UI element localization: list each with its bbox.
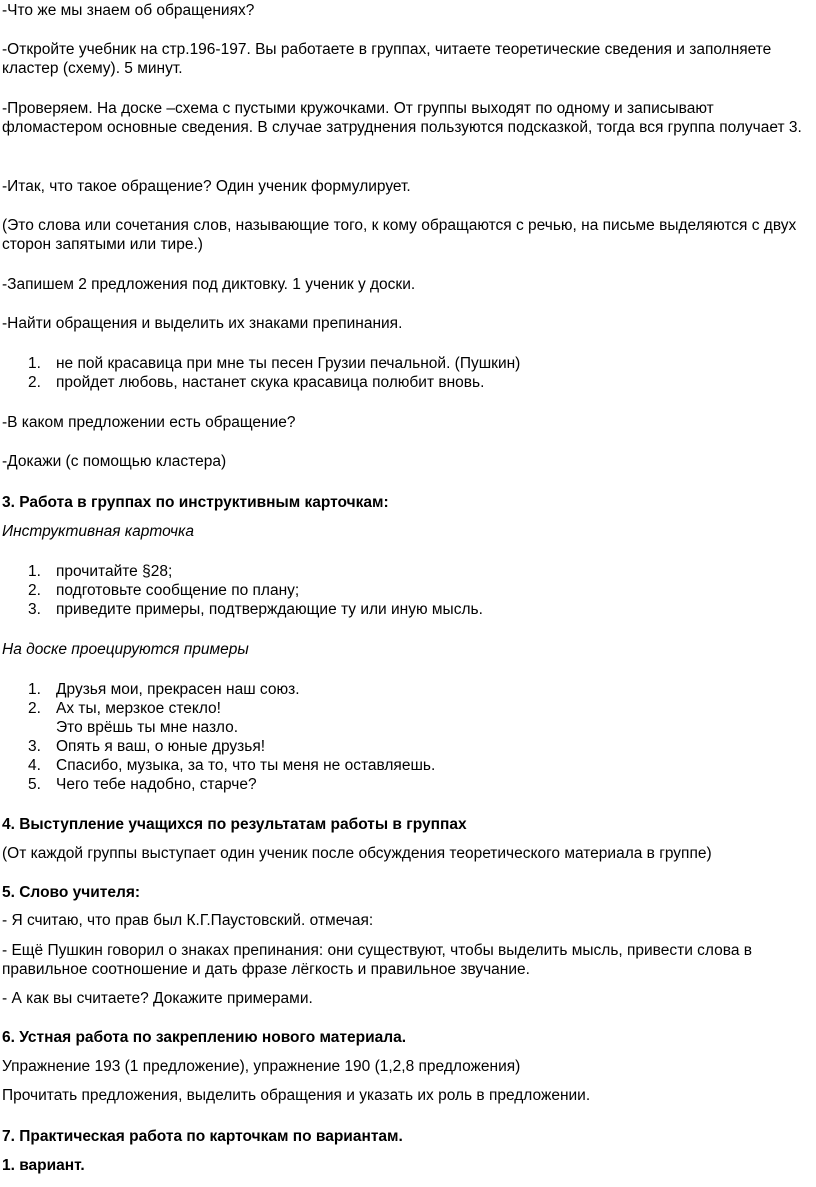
paragraph: -Итак, что такое обращение? Один ученик формулирует. bbox=[2, 178, 411, 195]
subheading: На доске проецируются примеры bbox=[2, 641, 249, 658]
paragraph: -Найти обращения и выделить их знаками препинания. bbox=[2, 315, 403, 332]
section-heading: 7. Практическая работа по карточкам по вариантам. bbox=[2, 1128, 403, 1145]
list-item: 3. приведите примеры, подтверждающие ту или иную мысль. bbox=[28, 601, 483, 618]
subheading: Инструктивная карточка bbox=[2, 523, 194, 540]
paragraph: -Докажи (с помощью кластера) bbox=[2, 453, 227, 470]
paragraph: - Я считаю, что прав был К.Г.Паустовский. отмечая: bbox=[2, 912, 374, 929]
list-item: 1. Друзья мои, прекрасен наш союз. bbox=[28, 681, 300, 698]
list-item: 5. Чего тебе надобно, старче? bbox=[28, 776, 257, 793]
paragraph: - Ещё Пушкин говорил о знаках препинания: они существуют, чтобы выделить мысль, привести слова в правильное соотношение и дать фразе лёгкость и правильное звучание. bbox=[2, 942, 752, 978]
paragraph: Упражнение 193 (1 предложение), упражнение 190 (1,2,8 предложения) bbox=[2, 1058, 521, 1075]
paragraph: -Запишем 2 предложения под диктовку. 1 ученик у доски. bbox=[2, 276, 416, 293]
list-item: 4. Спасибо, музыка, за то, что ты меня не оставляешь. bbox=[28, 757, 436, 774]
paragraph: -Что же мы знаем об обращениях? bbox=[2, 2, 255, 19]
examples-list bbox=[0, 680, 780, 794]
paragraph: (Это слова или сочетания слов, называющие того, к кому обращаются с речью, на письме выделяются с двух сторон запятыми или тире.) bbox=[2, 217, 797, 253]
list-item: 2. подготовьте сообщение по плану; bbox=[28, 582, 300, 599]
dictation-list bbox=[0, 354, 780, 392]
section-heading: 1. вариант. bbox=[2, 1157, 85, 1174]
section-heading: 6. Устная работа по закреплению нового материала. bbox=[2, 1029, 406, 1046]
section-heading: 3. Работа в группах по инструктивным карточкам: bbox=[2, 494, 389, 511]
list-item: 3. Опять я ваш, о юные друзья! bbox=[28, 738, 266, 755]
paragraph: - А как вы считаете? Докажите примерами. bbox=[2, 990, 313, 1007]
list-item: 2. пройдет любовь, настанет скука красавица полюбит вновь. bbox=[28, 374, 485, 391]
section-heading: 4. Выступление учащихся по результатам работы в группах bbox=[2, 816, 467, 833]
card-list bbox=[0, 562, 780, 619]
paragraph: -Проверяем. На доске –схема с пустыми кружочками. От группы выходят по одному и записывают фломастером основные сведения. В случае затруднения пользуются подсказкой, тогда вся группа получает 3. bbox=[2, 100, 802, 136]
paragraph: Прочитать предложения, выделить обращения и указать их роль в предложении. bbox=[2, 1087, 591, 1104]
section-heading: 5. Слово учителя: bbox=[2, 884, 141, 901]
paragraph: -В каком предложении есть обращение? bbox=[2, 414, 296, 431]
list-item: 2. Ах ты, мерзкое стекло! Это врёшь ты мне назло. bbox=[28, 700, 239, 736]
paragraph: -Откройте учебник на стр.196-197. Вы работаете в группах, читаете теоретические сведения и заполняете кластер (схему). 5 минут. bbox=[2, 41, 772, 77]
paragraph: (От каждой группы выступает один ученик после обсуждения теоретического материала в группе) bbox=[2, 845, 712, 862]
list-item: 1. не пой красавица при мне ты песен Грузии печальной. (Пушкин) bbox=[28, 355, 521, 372]
list-item: 1. прочитайте §28; bbox=[28, 563, 173, 580]
